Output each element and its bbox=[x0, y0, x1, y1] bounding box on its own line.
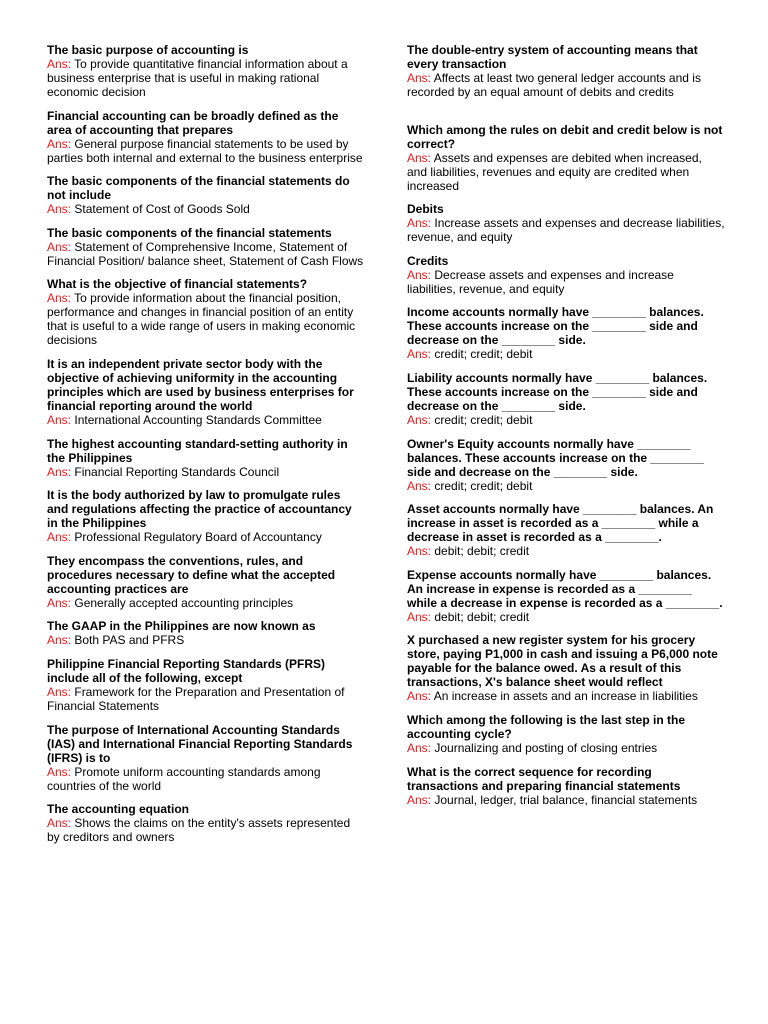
qa-item bbox=[47, 174, 365, 216]
question-text: Which among the following is the last step in the accounting cycle? bbox=[407, 712, 686, 741]
answer-line bbox=[47, 465, 365, 479]
question-text: The accounting equation bbox=[47, 802, 190, 817]
answer-label: Ans: bbox=[407, 544, 432, 559]
qa-item bbox=[47, 619, 365, 647]
qa-item bbox=[47, 554, 365, 610]
question-text: The basic components of the financial statements do not include bbox=[47, 174, 350, 203]
question-text: Income accounts normally have ________ balances. These accounts increase on the ________ side and decrease on the ________ side. bbox=[407, 305, 704, 348]
answer-line bbox=[47, 765, 365, 793]
answer-line bbox=[47, 240, 365, 268]
answer-text: To provide quantitative financial information about a business enterprise that is useful in making rational economic decision bbox=[47, 57, 348, 99]
answer-text: debit; debit; credit bbox=[434, 609, 530, 624]
answer-line bbox=[407, 413, 725, 427]
answer-line bbox=[47, 137, 365, 165]
qa-item bbox=[407, 254, 725, 296]
question-text: Which among the rules on debit and credit below is not correct? bbox=[407, 122, 723, 151]
answer-text: General purpose financial statements to be used by parties both internal and external to the business enterprise bbox=[47, 136, 363, 165]
question-text: The basic components of the financial statements bbox=[47, 225, 332, 240]
answer-line bbox=[407, 793, 725, 807]
answer-label: Ans: bbox=[407, 267, 432, 282]
answer-label: Ans: bbox=[407, 792, 432, 807]
question-text: What is the correct sequence for recording transactions and preparing financial statements bbox=[407, 764, 681, 793]
answer-line bbox=[407, 479, 725, 493]
answer-line bbox=[47, 685, 365, 713]
answer-text: Financial Reporting Standards Council bbox=[74, 464, 280, 479]
answer-line bbox=[47, 291, 365, 347]
question-text: It is the body authorized by law to promulgate rules and regulations affecting the practice of accountancy in the Philippines bbox=[47, 488, 352, 531]
answer-label: Ans: bbox=[47, 595, 72, 610]
qa-item bbox=[407, 568, 725, 624]
answer-label: Ans: bbox=[47, 57, 72, 71]
qa-item bbox=[407, 713, 725, 755]
answer-label: Ans: bbox=[47, 202, 72, 217]
answer-text: Both PAS and PFRS bbox=[74, 633, 185, 648]
qa-item bbox=[47, 657, 365, 713]
qa-item bbox=[47, 43, 365, 99]
answer-label: Ans: bbox=[407, 478, 432, 493]
answer-label: Ans: bbox=[407, 347, 432, 362]
answer-label: Ans: bbox=[47, 412, 72, 427]
question-text: It is an independent private sector body with the objective of achieving uniformity in the accounting principles which are used by business enterprises for financial reporting around the world bbox=[47, 356, 354, 413]
answer-line bbox=[407, 741, 725, 755]
left-column bbox=[47, 43, 365, 854]
qa-item bbox=[47, 437, 365, 479]
answer-label: Ans: bbox=[47, 764, 72, 779]
qa-item bbox=[407, 43, 725, 99]
question-text: The purpose of International Accounting Standards (IAS) and International Financial Reporting Standards (IFRS) is to bbox=[47, 722, 353, 765]
question-text: The double-entry system of accounting means that every transaction bbox=[407, 43, 698, 71]
answer-text: credit; credit; debit bbox=[434, 412, 533, 427]
answer-line bbox=[47, 202, 365, 216]
answer-text: Statement of Cost of Goods Sold bbox=[74, 202, 250, 217]
question-text: Asset accounts normally have ________ balances. An increase in asset is recorded as a ________ while a decrease in asset is recorded as a ________. bbox=[407, 502, 714, 545]
question-text: Financial accounting can be broadly defined as the area of accounting that prepares bbox=[47, 108, 339, 137]
question-text: X purchased a new register system for his grocery store, paying P1,000 in cash and issuing a P6,000 note payable for the balance owed. As a result of this transactions, X's balance sheet would reflect bbox=[407, 633, 718, 690]
answer-line bbox=[47, 633, 365, 647]
answer-text: Assets and expenses are debited when increased, and liabilities, revenues and equity are credited when increased bbox=[407, 150, 702, 193]
answer-line bbox=[407, 71, 725, 99]
answer-label: Ans: bbox=[47, 530, 72, 545]
question-text: The GAAP in the Philippines are now known as bbox=[47, 619, 316, 634]
answer-line bbox=[407, 216, 725, 244]
qa-item bbox=[407, 202, 725, 244]
answer-text: Professional Regulatory Board of Accountancy bbox=[74, 530, 322, 545]
qa-item bbox=[407, 502, 725, 558]
qa-item bbox=[407, 305, 725, 361]
right-column bbox=[407, 43, 725, 816]
answer-text: Journal, ledger, trial balance, financial statements bbox=[434, 792, 698, 807]
answer-text: Journalizing and posting of closing entries bbox=[434, 740, 658, 755]
qa-item bbox=[407, 633, 725, 703]
qa-item bbox=[47, 488, 365, 544]
answer-label: Ans: bbox=[407, 216, 432, 231]
answer-line bbox=[407, 689, 725, 703]
answer-label: Ans: bbox=[47, 291, 72, 306]
answer-text: Increase assets and expenses and decrease liabilities, revenue, and equity bbox=[407, 216, 725, 245]
question-text: Expense accounts normally have ________ balances. An increase in expense is recorded as a ________ while a decrease in expense is recorded as a ________. bbox=[407, 567, 723, 610]
answer-text: Generally accepted accounting principles bbox=[74, 595, 294, 610]
answer-label: Ans: bbox=[407, 150, 432, 165]
answer-line bbox=[407, 347, 725, 361]
answer-text: Promote uniform accounting standards among countries of the world bbox=[47, 764, 321, 793]
answer-label: Ans: bbox=[47, 136, 72, 151]
qa-item bbox=[47, 277, 365, 347]
answer-text: Shows the claims on the entity's assets represented by creditors and owners bbox=[47, 816, 351, 845]
answer-line bbox=[407, 610, 725, 624]
qa-item bbox=[47, 109, 365, 165]
answer-line bbox=[47, 596, 365, 610]
qa-item bbox=[47, 226, 365, 268]
answer-text: debit; debit; credit bbox=[434, 544, 530, 559]
qa-item bbox=[407, 371, 725, 427]
question-text: Owner's Equity accounts normally have ________ balances. These accounts increase on the ________ side and decrease on the ________ side. bbox=[407, 436, 704, 479]
answer-text: International Accounting Standards Committee bbox=[74, 412, 322, 427]
answer-line bbox=[407, 544, 725, 558]
question-text: Credits bbox=[407, 253, 449, 268]
answer-text: Affects at least two general ledger accounts and is recorded by an equal amount of debits and credits bbox=[407, 71, 701, 99]
question-text: Debits bbox=[407, 202, 444, 217]
answer-label: Ans: bbox=[47, 684, 72, 699]
qa-item bbox=[47, 723, 365, 793]
answer-label: Ans: bbox=[407, 609, 432, 624]
qa-item bbox=[47, 802, 365, 844]
answer-label: Ans: bbox=[47, 633, 72, 648]
qa-item bbox=[47, 357, 365, 427]
answer-label: Ans: bbox=[47, 239, 72, 254]
answer-label: Ans: bbox=[47, 816, 72, 831]
answer-line bbox=[407, 151, 725, 193]
question-text: The basic purpose of accounting is bbox=[47, 43, 249, 57]
answer-text: An increase in assets and an increase in liabilities bbox=[433, 689, 698, 704]
answer-label: Ans: bbox=[407, 740, 432, 755]
answer-line bbox=[407, 268, 725, 296]
answer-text: Statement of Comprehensive Income, Statement of Financial Position/ balance sheet, Statement of Cash Flows bbox=[47, 239, 364, 268]
answer-line bbox=[47, 816, 365, 844]
answer-text: Framework for the Preparation and Presentation of Financial Statements bbox=[47, 684, 345, 713]
answer-text: To provide information about the financial position, performance and changes in financial position of an entity that is useful to a wide range of users in making economic decisions bbox=[47, 291, 356, 348]
question-text: What is the objective of financial statements? bbox=[47, 277, 308, 292]
answer-label: Ans: bbox=[407, 412, 432, 427]
question-text: The highest accounting standard-setting authority in the Philippines bbox=[47, 436, 348, 465]
answer-label: Ans: bbox=[407, 71, 432, 85]
qa-item bbox=[407, 765, 725, 807]
question-text: Philippine Financial Reporting Standards (PFRS) include all of the following, except bbox=[47, 656, 326, 685]
answer-label: Ans: bbox=[47, 464, 72, 479]
answer-text: credit; credit; debit bbox=[434, 478, 533, 493]
answer-text: credit; credit; debit bbox=[434, 347, 533, 362]
answer-line bbox=[47, 413, 365, 427]
qa-item bbox=[407, 437, 725, 493]
question-text: They encompass the conventions, rules, and procedures necessary to define what the accepted accounting practices are bbox=[47, 553, 336, 596]
answer-label: Ans: bbox=[407, 689, 432, 704]
question-text: Liability accounts normally have ________ balances. These accounts increase on the ________ side and decrease on the ________ side. bbox=[407, 370, 708, 413]
answer-line bbox=[47, 57, 365, 99]
answer-text: Decrease assets and expenses and increase liabilities, revenue, and equity bbox=[407, 267, 674, 296]
qa-item bbox=[407, 123, 725, 193]
answer-line bbox=[47, 530, 365, 544]
